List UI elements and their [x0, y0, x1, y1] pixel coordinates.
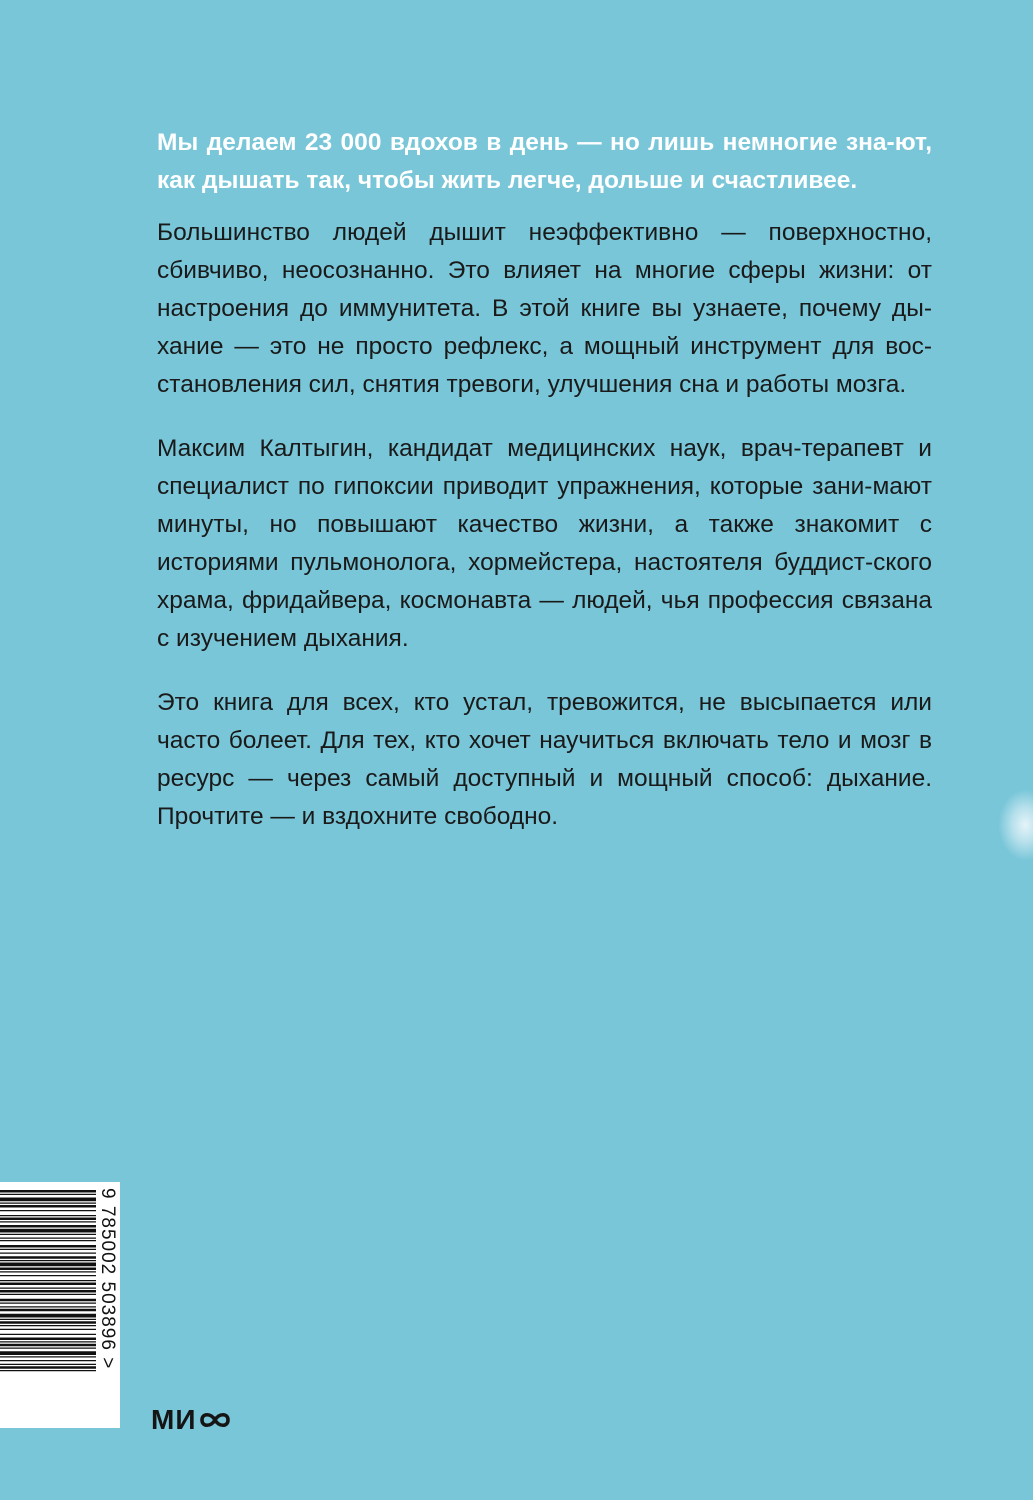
- barcode-bar: [0, 1366, 96, 1369]
- barcode-bar: [0, 1245, 96, 1248]
- barcode-bar: [0, 1351, 96, 1355]
- blurb: [157, 124, 932, 862]
- body-paragraph-2: Максим Калтыгин, кандидат медицинских наук, врач-терапевт и специалист по гипоксии приводит упражнения, которые зани-мают минуты, но повышают качество жизни, а также знакомит с историями пульмонолога, хормейстера, настоятеля буддист-ского храма, фридайвера, космонавта — людей, чья профессия связана с изучением дыхания.: [157, 435, 932, 652]
- paint-splotch: [999, 790, 1033, 860]
- barcode-bar: [0, 1321, 96, 1324]
- barcode-bar: [0, 1370, 96, 1371]
- barcode-bar: [0, 1225, 96, 1228]
- barcode-bar: [0, 1194, 96, 1195]
- barcode-bar: [0, 1256, 96, 1259]
- barcode-bar: [0, 1364, 96, 1365]
- barcode-bar: [0, 1329, 96, 1330]
- barcode-bar: [0, 1294, 96, 1295]
- barcode-bar: [0, 1238, 96, 1239]
- barcode-bar: [0, 1309, 96, 1312]
- barcode-bar: [0, 1348, 96, 1349]
- isbn-digits: 9 785002 503896 >: [97, 1188, 118, 1370]
- barcode-bar: [0, 1260, 96, 1261]
- barcode-bar: [0, 1263, 96, 1267]
- barcode-bar: [0, 1221, 96, 1222]
- barcode-bars: [0, 1182, 98, 1428]
- barcode-bar: [0, 1356, 96, 1357]
- publisher-logo: [151, 1399, 233, 1441]
- barcode-bar: [0, 1280, 96, 1281]
- barcode-bar: [0, 1341, 96, 1342]
- barcode-bar: [0, 1229, 96, 1233]
- lead-paragraph: Мы делаем 23 000 вдохов в день — но лишь немногие зна-ют, как дышать так, чтобы жить легче, дольше и счастливее.: [157, 129, 932, 194]
- barcode-bar: [0, 1203, 96, 1204]
- barcode-bar: [0, 1215, 96, 1216]
- barcode-bar: [0, 1210, 96, 1211]
- barcode-bar: [0, 1299, 96, 1302]
- barcode-bar: [0, 1334, 96, 1335]
- barcode-bar: [0, 1306, 96, 1307]
- barcode-bar: [0, 1325, 96, 1326]
- barcode-bar: [0, 1218, 96, 1221]
- barcode-bar: [0, 1240, 96, 1241]
- barcode-bar: [0, 1290, 96, 1293]
- barcode-bar: [0, 1288, 96, 1289]
- publisher-logo-text: МИ: [151, 1404, 197, 1435]
- barcode-bar: [0, 1205, 96, 1208]
- barcode-bar: [0, 1234, 96, 1235]
- barcode-bar: [0, 1344, 96, 1347]
- barcode-bar: [0, 1360, 96, 1361]
- barcode-bar: [0, 1319, 96, 1320]
- barcode-bar: [0, 1268, 96, 1271]
- infinity-icon: [197, 1409, 233, 1431]
- barcode-bar: [0, 1275, 96, 1276]
- barcode-bar: [0, 1283, 96, 1286]
- barcode-bar: [0, 1271, 96, 1272]
- barcode-bar: [0, 1253, 96, 1254]
- barcode-bar: [0, 1198, 96, 1202]
- barcode-bar: [0, 1303, 96, 1304]
- barcode-bar: [0, 1338, 96, 1341]
- body-paragraph-3: Это книга для всех, кто устал, тревожится, не высыпается или часто болеет. Для тех, кто хочет научиться включать тело и мозг в ресурс — через самый доступный и мощный способ: дыхание. Прочтите — и вздохните свободно.: [157, 689, 932, 830]
- barcode-bar: [0, 1190, 96, 1193]
- body-paragraph-1: Большинство людей дышит неэффективно — поверхностно, сбивчиво, неосознанно. Это влияет на многие сферы жизни: от настроения до иммунитета. В этой книге вы узнаете, почему ды-хание — это не просто рефлекс, а мощный инструмент для вос-становления сил, снятия тревоги, улучшения сна и работы мозга.: [157, 219, 932, 398]
- barcode-bar: [0, 1249, 96, 1250]
- barcode-bar: [0, 1314, 96, 1318]
